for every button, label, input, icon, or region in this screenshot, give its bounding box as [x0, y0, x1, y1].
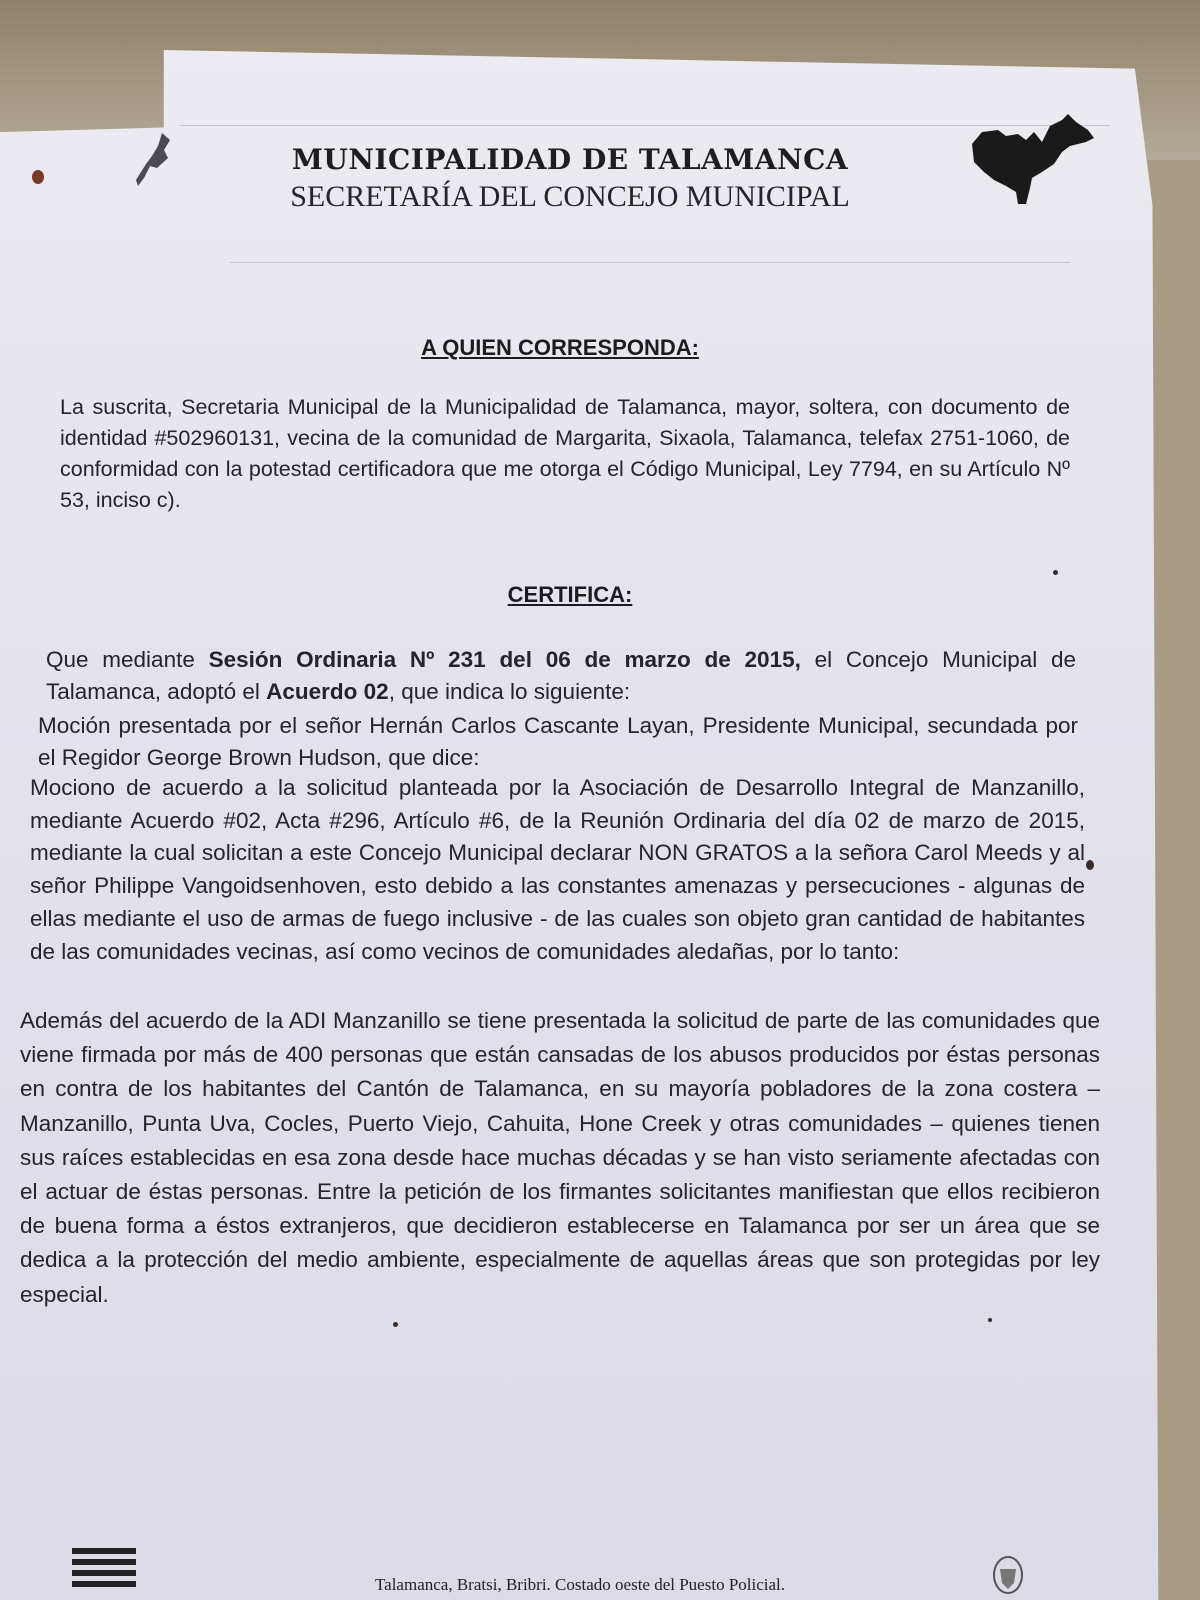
detail-paragraph: Además del acuerdo de la ADI Manzanillo se tiene presentada la solicitud de parte de las comunidades que viene firmada por más de 400 personas que están cansadas de los abusos producidos por éstas personas en contra de los habitantes del Cantón de Talamanca, en su mayoría pobladores de la zona costera – Manzanillo, Punta Uva, Cocles, Puerto Viejo, Cahuita, Hone Creek y otras comunidades – quienes tienen sus raíces establecidas en esa zona desde hace muchas décadas y se han visto seriamente afectadas con el actuar de éstas personas. Entre la petición de los firmantes solicitantes manifiestan que ellos recibieron de buena forma a éstos extranjeros, que decidieron establecerse en Talamanca por ser un área que se dedica a la protección del medio ambiente, especialmente de aquellas áreas que son protegidas por ley especial. — [20, 1008, 1100, 1307]
footer-address: Talamanca, Bratsi, Bribri. Costado oeste del Puesto Policial. — [374, 1575, 786, 1594]
session-reference: Sesión Ordinaria Nº 231 del 06 de marzo de 2015, — [208, 647, 801, 672]
intro-paragraph: La suscrita, Secretaria Municipal de la Municipalidad de Talamanca, mayor, soltera, con documento de identidad #502960131, vecina de la comunidad de Margarita, Sixaola, Talamanca, telefax 2751-1060, de conformidad con la potestad certificadora que me otorga el Código Municipal, Ley 7794, en su Artículo Nº 53, inciso c). — [60, 395, 1070, 512]
session-suffix: , que indica lo siguiente: — [388, 679, 631, 704]
ink-speck — [1086, 860, 1094, 870]
talamanca-map-logo — [970, 112, 1100, 212]
coat-of-arms-icon — [990, 1553, 1026, 1597]
certifica-heading: CERTIFICA: — [507, 582, 633, 607]
session-paragraph — [46, 644, 1076, 708]
request-paragraph: Mociono de acuerdo a la solicitud planteada por la Asociación de Desarrollo Integral de Manzanillo, mediante Acuerdo #02, Acta #296, Artículo #6, de la Reunión Ordinaria del día 02 de marzo de 2015, mediante la cual solicitan a este Concejo Municipal declarar NON GRATOS a la señora Carol Meeds y al señor Philippe Vangoidsenhoven, esto debido a las constantes amenazas y persecuciones - algunas de ellas mediante el uso de armas de fuego inclusive - de las cuales son objeto gran cantidad de habitantes de las comunidades vecinas, así como vecinos de comunidades aledañas, por lo tanto: — [30, 775, 1085, 964]
institution-title: MUNICIPALIDAD DE TALAMANCA — [291, 143, 849, 176]
ink-speck — [393, 1322, 398, 1327]
salutation-heading: A QUIEN CORRESPONDA: — [421, 335, 699, 360]
agreement-reference: Acuerdo 02 — [266, 679, 389, 704]
header-underline — [230, 262, 1070, 263]
session-prefix: Que mediante — [46, 647, 209, 672]
ink-speck — [1053, 570, 1058, 575]
footer-stripes-logo — [72, 1548, 136, 1592]
department-subtitle: SECRETARÍA DEL CONCEJO MUNICIPAL — [290, 180, 850, 213]
ink-speck — [32, 170, 44, 184]
ink-speck — [988, 1318, 992, 1322]
session-middle: el Concejo Municipal de Talamanca, adoptó el — [46, 647, 1076, 704]
motion-paragraph: Moción presentada por el señor Hernán Carlos Cascante Layan, Presidente Municipal, secundada por el Regidor George Brown Hudson, que dice: — [38, 713, 1078, 770]
ink-stamp-mark — [132, 128, 177, 193]
